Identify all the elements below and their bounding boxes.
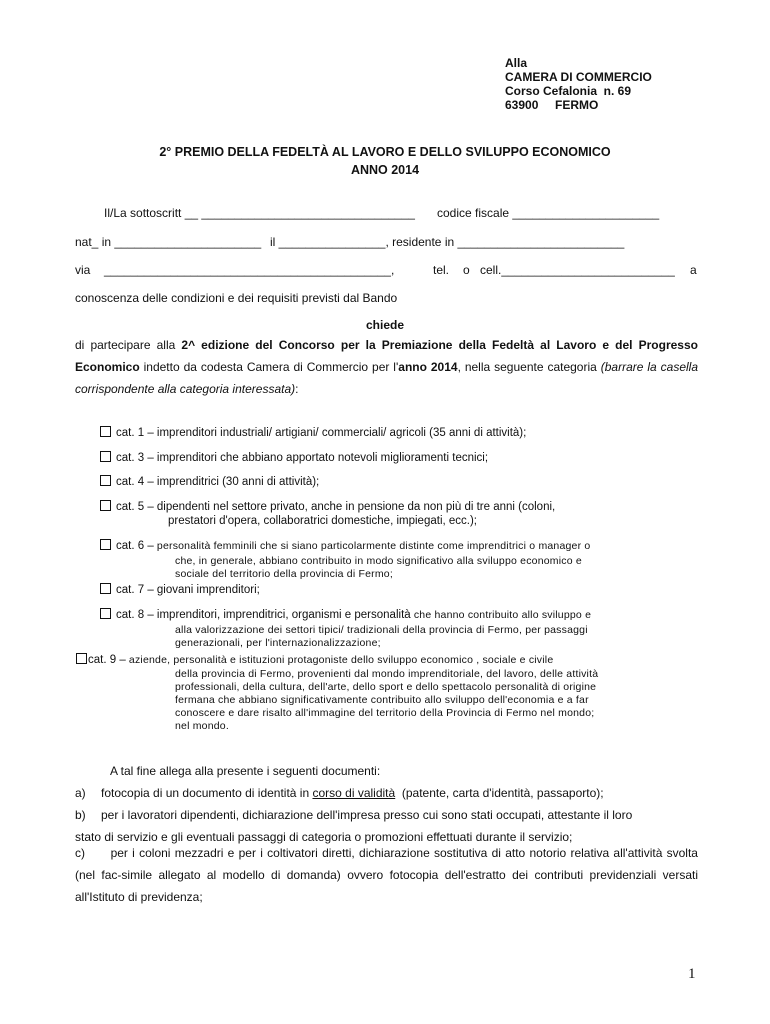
- request-bold-text: 2^ edizione del Concorso per la Premiazione della Fedeltà al Lavoro e del Progresso Economico: [75, 338, 698, 374]
- category-5-continued: prestatori d'opera, collaboratrici domestiche, impiegati, ecc.);: [168, 515, 478, 527]
- address-line: Alla: [505, 56, 528, 70]
- doc-b-label: b): [75, 808, 86, 822]
- category-9-continued: fermana che abbiano significativamente contribuito allo sviluppo dell'economia e a far: [175, 694, 589, 706]
- request-text: di partecipare alla: [75, 338, 182, 352]
- doc-underlined-text: corso di validità: [312, 786, 396, 800]
- form-a-label: a: [690, 263, 697, 277]
- category-9-continued: della provincia di Fermo, provenienti dal mondo imprenditoriale, del lavoro, delle attività: [175, 668, 599, 680]
- checkbox-cat-4[interactable]: [100, 475, 111, 486]
- doc-text: (patente, carta d'identità, passaporto);: [395, 786, 604, 800]
- category-1: [100, 426, 526, 440]
- checkbox-cat-6[interactable]: [100, 539, 111, 550]
- category-8-continued: alla valorizzazione dei settori tipici/ tradizionali della provincia di Fermo, per passaggi: [175, 624, 588, 636]
- category-label: cat. 3 – imprenditori che abbiano apportato notevoli miglioramenti tecnici;: [116, 452, 489, 464]
- category-label: cat. 9 –: [88, 654, 129, 666]
- category-7: [100, 583, 260, 597]
- category-4: [100, 475, 319, 489]
- doc-a-label: a): [75, 786, 86, 800]
- doc-text: fotocopia di un documento di identità in: [101, 786, 313, 800]
- address-line: 63900 FERMO: [505, 98, 599, 112]
- address-line: Corso Cefalonia n. 69: [505, 84, 632, 98]
- form-tel-label: tel.: [433, 263, 450, 277]
- checkbox-cat-3[interactable]: [100, 451, 111, 462]
- category-label: cat. 8 – imprenditori, imprenditrici, organismi e personalità: [116, 609, 414, 621]
- doc-c-paragraph: [75, 842, 698, 908]
- form-cell-line: cell.__________________________: [480, 263, 675, 277]
- category-6-continued: sociale del territorio della provincia di Fermo;: [175, 568, 393, 580]
- category-6-continued: che, in generale, abbiano contribuito in modo significativo alla sviluppo economico e: [175, 555, 582, 567]
- request-text: indetto da codesta Camera di Commercio per l': [139, 360, 399, 374]
- form-birthplace-line: nat_ in ______________________: [75, 235, 262, 249]
- category-8-continued: generazionali, per l'internazionalizzazione;: [175, 637, 381, 649]
- request-text: , nella seguente categoria: [457, 360, 601, 374]
- address-line: CAMERA DI COMMERCIO: [505, 70, 652, 84]
- category-9-continued: professionali, della cultura, dell'arte, dello sport e dello spettacolo personalità di origine: [175, 681, 597, 693]
- checkbox-cat-1[interactable]: [100, 426, 111, 437]
- request-heading: chiede: [365, 318, 404, 332]
- category-label: cat. 7 – giovani imprenditori;: [116, 584, 260, 596]
- form-fiscal-code-line: codice fiscale ______________________: [437, 206, 660, 220]
- recipient-address: [505, 56, 652, 112]
- page-number: 1: [688, 966, 696, 982]
- category-5: [100, 500, 555, 514]
- checkbox-cat-5[interactable]: [100, 500, 111, 511]
- doc-c-label: c): [75, 846, 85, 860]
- category-8: [100, 608, 591, 622]
- form-name-line: Il/La sottoscritt __ ________________________________: [104, 206, 415, 220]
- category-description: personalità femminili che si siano particolarmente distinte come imprenditrici o manager o: [156, 540, 591, 552]
- request-text: :: [295, 382, 299, 396]
- category-label: cat. 1 – imprenditori industriali/ artigiani/ commerciali/ agricoli (35 anni di attività);: [116, 427, 527, 439]
- checkbox-cat-7[interactable]: [100, 583, 111, 594]
- category-9-continued: nel mondo.: [175, 720, 229, 732]
- checkbox-cat-9[interactable]: [76, 653, 87, 664]
- form-or-label: o: [463, 263, 470, 277]
- form-street-label: via: [75, 263, 91, 277]
- category-6: [100, 539, 590, 553]
- request-year: anno 2014: [398, 360, 458, 374]
- form-knowledge-line: conoscenza delle condizioni e dei requisiti previsti dal Bando: [75, 291, 398, 305]
- doc-b-continued: stato di servizio e gli eventuali passaggi di categoria o promozioni effettuati durante il servizio;: [75, 830, 573, 844]
- category-9: [76, 653, 553, 667]
- doc-c-text: per i coloni mezzadri e per i coltivatori diretti, dichiarazione sostitutiva di atto notorio relativa all'attività svolta (nel fac-simile allegato al modello di domanda) ovvero fotocopia dell'estratto dei contributi previdenziali versati all'Istituto di previdenza;: [75, 846, 698, 904]
- checkbox-cat-8[interactable]: [100, 608, 111, 619]
- category-description: aziende, personalità e istituzioni protagoniste dello sviluppo economico , sociale e civile: [128, 654, 554, 666]
- documents-intro: A tal fine allega alla presente i seguenti documenti:: [110, 764, 381, 778]
- document-subtitle: ANNO 2014: [350, 163, 420, 177]
- request-paragraph: [75, 334, 698, 400]
- doc-a-text: [101, 786, 604, 800]
- category-label: cat. 6 –: [116, 540, 157, 552]
- form-street-line: ___________________________________________,: [104, 263, 395, 277]
- doc-b-text: per i lavoratori dipendenti, dichiarazione dell'impresa presso cui sono stati occupati, attestante il loro: [101, 808, 633, 822]
- request-instruction: (barrare la casella corrispondente alla categoria interessata): [75, 360, 698, 396]
- category-label: cat. 5 – dipendenti nel settore privato, anche in pensione da non più di tre anni (coloni,: [116, 501, 556, 513]
- category-9-continued: conoscere e dare risalto all'immagine del territorio della Provincia di Fermo nel mondo;: [175, 707, 595, 719]
- form-residence-line: il ________________, residente in _________________________: [270, 235, 625, 249]
- document-title: 2° PREMIO DELLA FEDELTÀ AL LAVORO E DELLO SVILUPPO ECONOMICO: [159, 145, 611, 159]
- category-3: [100, 451, 488, 465]
- category-description: che hanno contribuito allo sviluppo e: [413, 609, 592, 621]
- category-label: cat. 4 – imprenditrici (30 anni di attività);: [116, 476, 320, 488]
